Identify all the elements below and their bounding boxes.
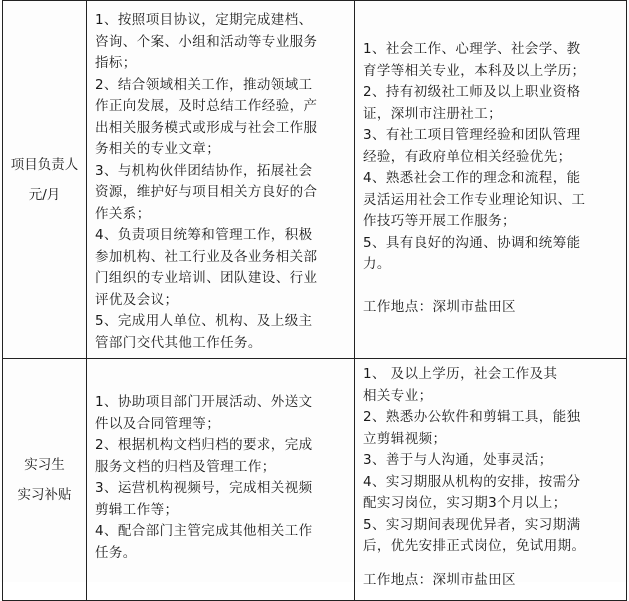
work-location: 工作地点：深圳市盐田区 bbox=[363, 299, 516, 315]
requirements-text bbox=[355, 359, 626, 595]
duty-line: 管部门交代其他工作任务。 bbox=[95, 334, 262, 351]
requirement-line: 灵活运用社会工作专业理论知识、工 bbox=[363, 191, 586, 208]
requirement-line: 后，优先安排正式岗位，免试用期。 bbox=[363, 538, 586, 554]
position-salary: 元/月 bbox=[28, 186, 61, 203]
duty-line: 3、运营机构视频号，完成相关视频 bbox=[95, 480, 313, 496]
position-cell bbox=[3, 359, 87, 601]
duty-line: 2、根据机构文档归档的要求，完成 bbox=[95, 437, 313, 453]
requirement-line: 相关专业； bbox=[363, 387, 433, 404]
duty-line: 参加机构、社工行业及各业务相关部 bbox=[95, 248, 318, 265]
duty-line: 3、与机构伙伴团结协作，拓展社会 bbox=[95, 162, 313, 179]
duty-line: 件以及合同管理等； bbox=[95, 415, 221, 432]
position-cell bbox=[3, 1, 87, 359]
table-row bbox=[3, 359, 627, 601]
requirement-line: 经验，有政府单位相关经验优先； bbox=[363, 148, 572, 165]
job-table bbox=[2, 0, 627, 601]
requirement-line: 4、熟悉社会工作的理念和流程，能 bbox=[363, 170, 581, 186]
duty-line: 评优及会议； bbox=[95, 291, 179, 308]
duty-line: 1、协助项目部门开展活动、外送文 bbox=[95, 394, 313, 410]
requirement-line: 2、持有初级社工师及以上职业资格 bbox=[363, 84, 581, 100]
requirement-line: 1、 及以上学历，社会工作及其 bbox=[363, 366, 558, 382]
requirement-line: 4、实习期服从机构的安排，按需分 bbox=[363, 473, 581, 490]
requirement-line: 3、善于与人沟通，处事灵活； bbox=[363, 452, 553, 468]
position-title: 项目负责人 bbox=[10, 156, 79, 173]
requirement-line: 作技巧等开展工作服务； bbox=[363, 213, 516, 229]
duty-line: 门组织的专业培训、团队建设、行业 bbox=[95, 270, 318, 286]
requirement-line: 2、熟悉办公软件和剪辑工具，能独 bbox=[363, 409, 581, 425]
requirement-line: 力。 bbox=[363, 256, 391, 272]
requirement-line: 5、实习期间表现优异者，实习期满 bbox=[363, 516, 581, 533]
requirement-line: 配实习岗位，实习期3个月以上； bbox=[363, 495, 567, 511]
requirement-line: 3、有社工项目管理经验和团队管理 bbox=[363, 127, 581, 143]
position-salary: 实习补贴 bbox=[17, 486, 72, 503]
duty-line: 指标； bbox=[95, 55, 137, 71]
duty-line: 4、配合部门主管完成其他相关工作 bbox=[95, 523, 313, 539]
duties-text bbox=[87, 1, 354, 358]
duty-line: 4、负责项目统筹和管理工作，积极 bbox=[95, 227, 313, 243]
duty-line: 出相关服务模式或形成与社会工作服 bbox=[95, 119, 318, 136]
requirement-line: 5、具有良好的沟通、协调和统筹能 bbox=[363, 234, 581, 251]
duty-line: 服务文档的归档及管理工作； bbox=[95, 458, 276, 475]
requirements-text bbox=[355, 1, 626, 323]
duty-line: 剪辑工作等； bbox=[95, 501, 179, 518]
duty-line: 务相关的专业文章； bbox=[95, 141, 221, 157]
duty-line: 1、按照项目协议，定期完成建档、 bbox=[95, 12, 313, 28]
duty-line: 资源，维护好与项目相关方良好的合 bbox=[95, 184, 318, 200]
requirements-cell bbox=[355, 359, 627, 601]
duty-line: 作正向发展，及时总结工作经验，产 bbox=[95, 98, 318, 114]
duty-line: 5、完成用人单位、机构、及上级主 bbox=[95, 313, 313, 329]
table-row bbox=[3, 1, 627, 359]
requirement-line: 立剪辑视频； bbox=[363, 430, 447, 447]
requirement-line: 1、社会工作、心理学、社会学、教 bbox=[363, 41, 581, 57]
requirement-line: 证，深圳市注册社工； bbox=[363, 105, 502, 122]
requirement-line: 育学等相关专业，本科及以上学历； bbox=[363, 62, 586, 79]
duty-line: 2、结合领域相关工作，推动领域工 bbox=[95, 76, 313, 93]
position-title: 实习生 bbox=[24, 456, 65, 473]
work-location: 工作地点：深圳市盐田区 bbox=[363, 571, 516, 588]
requirements-cell bbox=[355, 1, 627, 359]
duty-line: 咨询、个案、小组和活动等专业服务 bbox=[95, 33, 318, 50]
duties-text bbox=[87, 359, 354, 568]
duty-line: 任务。 bbox=[95, 544, 137, 561]
duty-line: 作关系； bbox=[95, 205, 151, 222]
duties-cell bbox=[87, 1, 355, 359]
duties-cell bbox=[87, 359, 355, 601]
